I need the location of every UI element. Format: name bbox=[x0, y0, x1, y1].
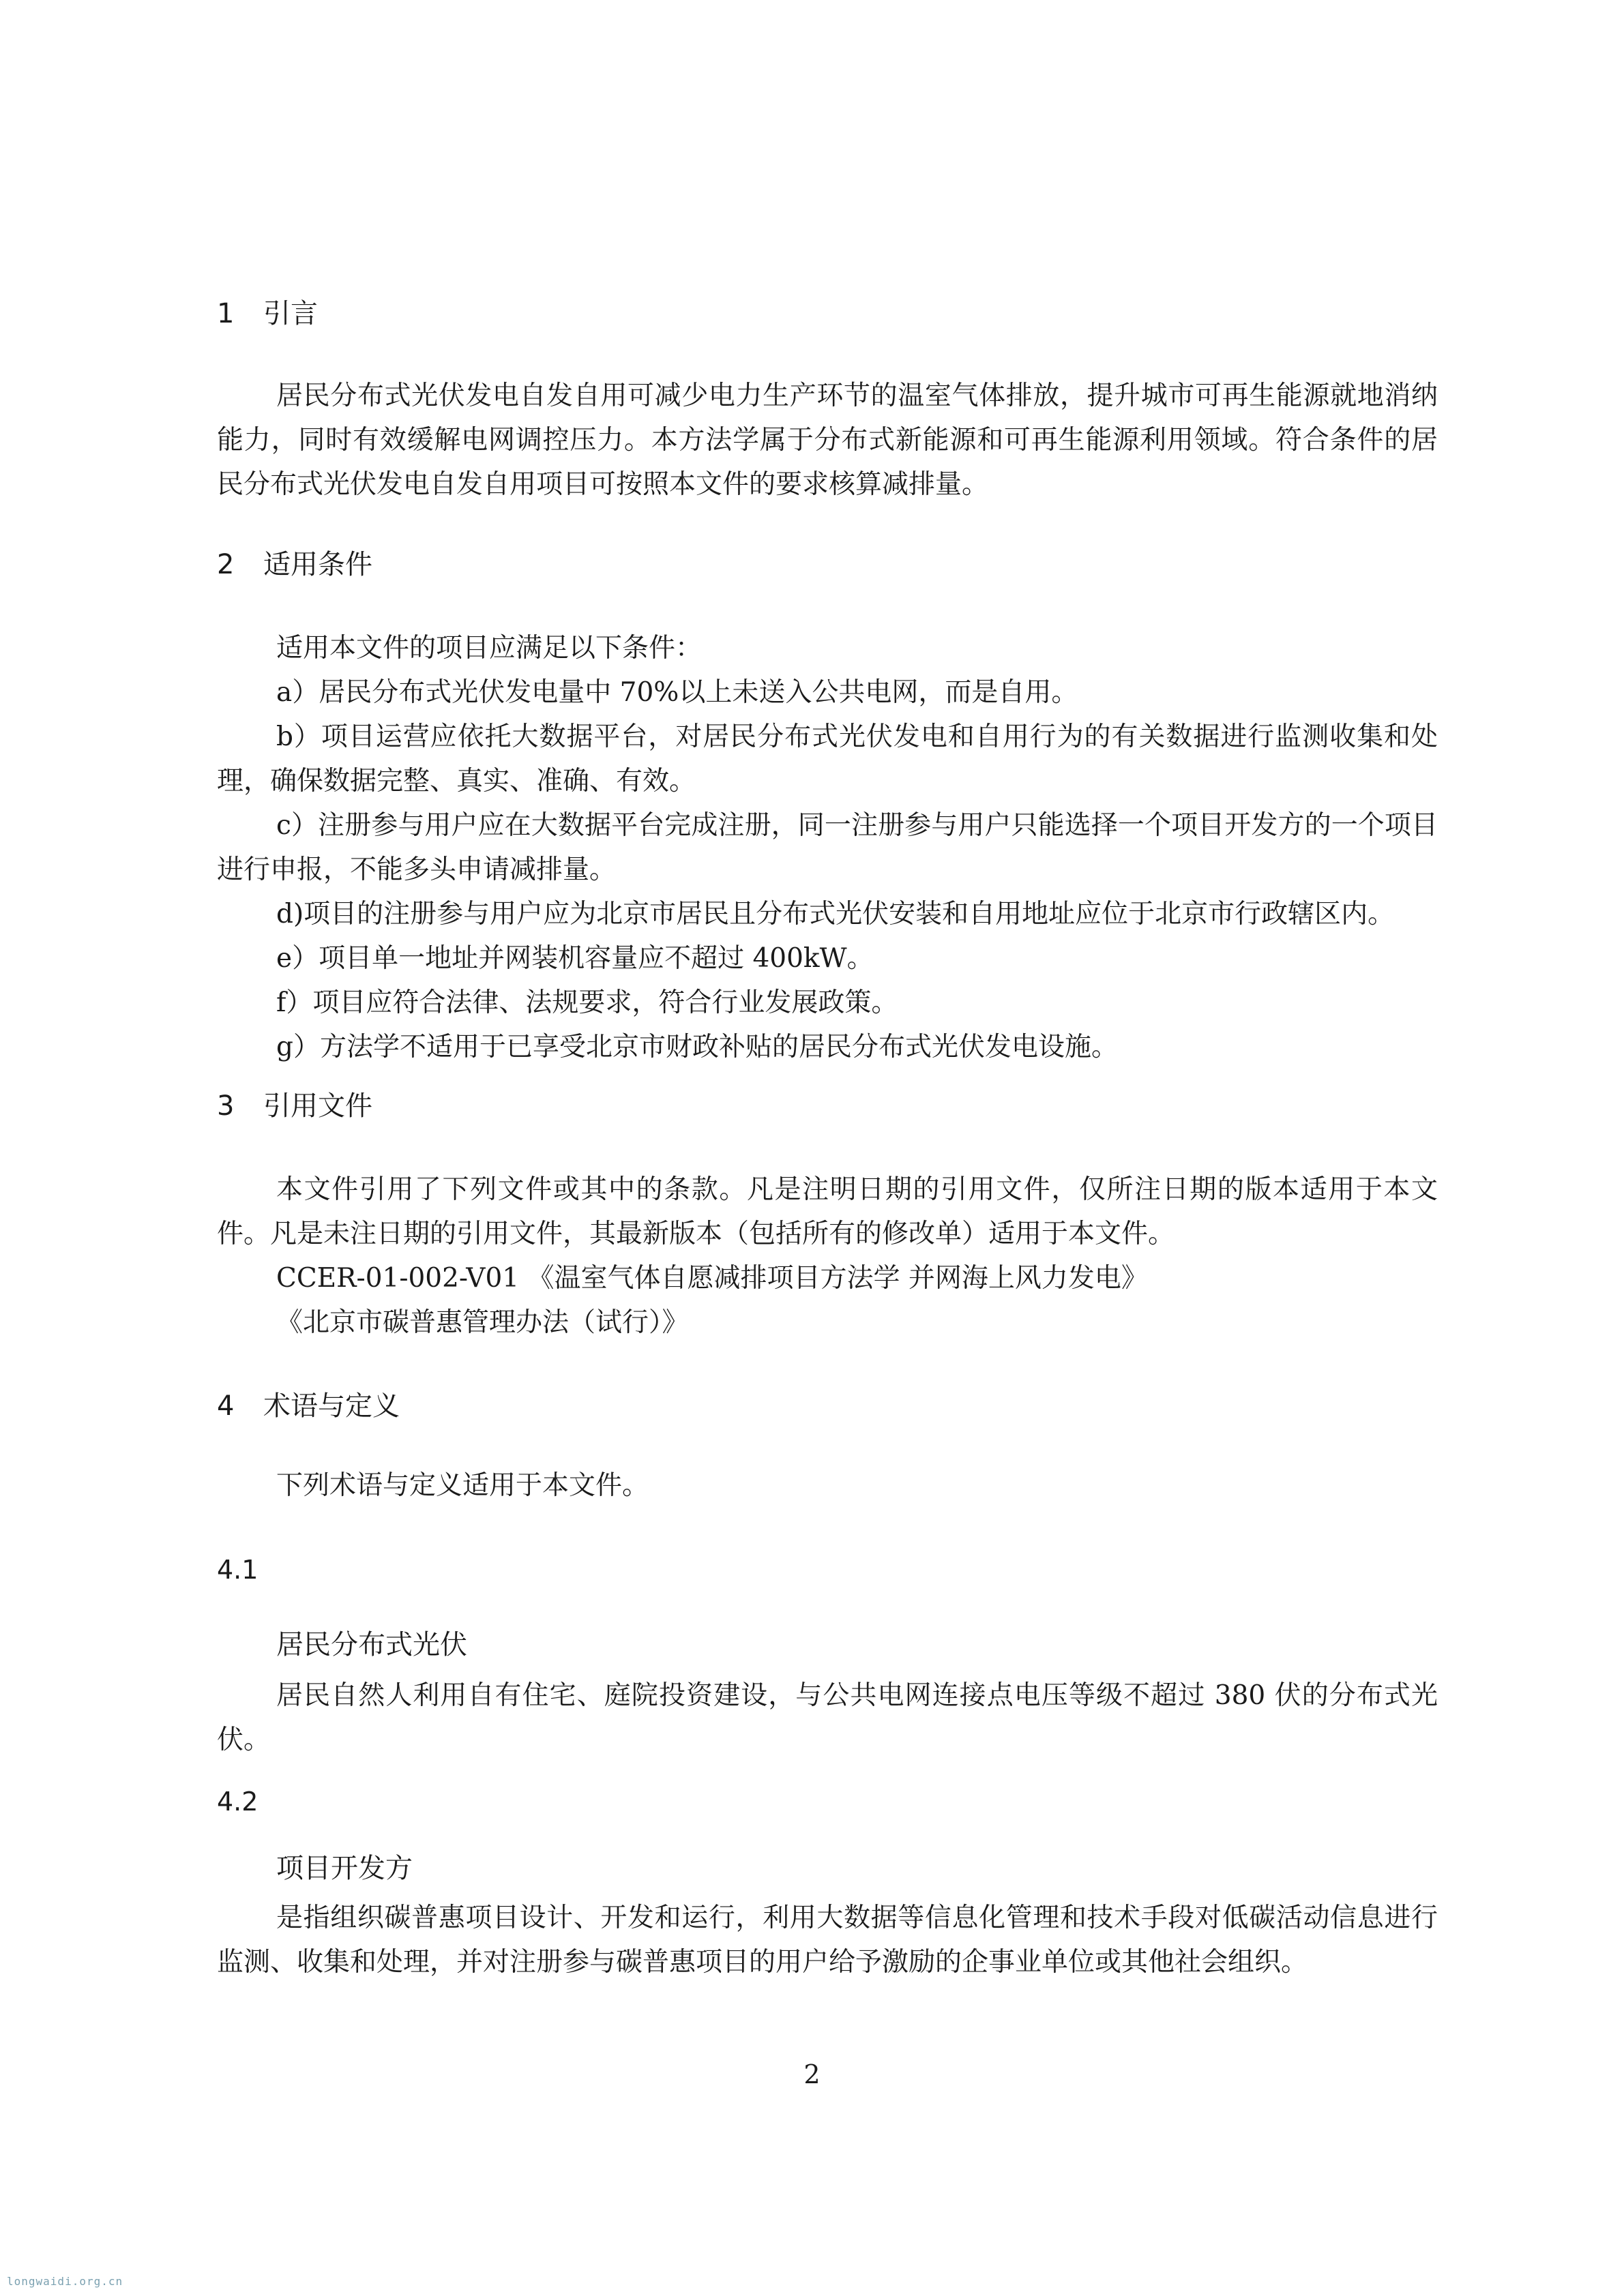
references-block bbox=[217, 1167, 1438, 1345]
condition-item-a: a）居民分布式光伏发电量中 70%以上未送入公共电网，而是自用。 bbox=[276, 677, 1078, 708]
term-definition-4-2: 是指组织碳普惠项目设计、开发和运行，利用大数据等信息化管理和技术手段对低碳活动信息进行监测、收集和处理，并对注册参与碳普惠项目的用户给予激励的企事业单位或其他社会组织。 bbox=[217, 1903, 1438, 1978]
section-number: 4 bbox=[217, 1390, 235, 1422]
section-title: 适用条件 bbox=[263, 549, 372, 580]
condition-item-e: e）项目单一地址并网装机容量应不超过 400kW。 bbox=[276, 943, 874, 974]
references-paragraph: 本文件引用了下列文件或其中的条款。凡是注明日期的引用文件，仅所注日期的版本适用于本文件。凡是未注日期的引用文件，其最新版本（包括所有的修改单）适用于本文件。 bbox=[217, 1174, 1438, 1249]
section-number: 1 bbox=[217, 298, 235, 329]
term-number-4-2: 4.2 bbox=[217, 1787, 259, 1817]
condition-item-d: d)项目的注册参与用户应为北京市居民且分布式光伏安装和自用地址应位于北京市行政辖区内。 bbox=[276, 899, 1395, 929]
section-number: 2 bbox=[217, 549, 235, 580]
term-definition-block-4-2 bbox=[217, 1896, 1438, 1984]
condition-item-f: f）项目应符合法律、法规要求，符合行业发展政策。 bbox=[276, 987, 898, 1018]
section-title: 引用文件 bbox=[263, 1090, 372, 1122]
section-heading-2 bbox=[217, 546, 372, 584]
term-number-4-1: 4.1 bbox=[217, 1555, 259, 1585]
term-definition-4-1: 居民自然人利用自有住宅、庭院投资建设，与公共电网连接点电压等级不超过 380 伏的分布式光伏。 bbox=[217, 1680, 1438, 1755]
section-heading-4 bbox=[217, 1387, 400, 1425]
terms-lead: 下列术语与定义适用于本文件。 bbox=[276, 1470, 649, 1501]
page-number: 2 bbox=[803, 2059, 821, 2089]
watermark: longwaidi.org.cn bbox=[7, 2275, 123, 2288]
intro-paragraph: 居民分布式光伏发电自发自用可减少电力生产环节的温室气体排放，提升城市可再生能源就地消纳能力，同时有效缓解电网调控压力。本方法学属于分布式新能源和可再生能源利用领域。符合条件的居民分布式光伏发电自发自用项目可按照本文件的要求核算减排量。 bbox=[217, 381, 1438, 500]
section-heading-3 bbox=[217, 1087, 372, 1125]
condition-item-b: b）项目运营应依托大数据平台，对居民分布式光伏发电和自用行为的有关数据进行监测收集和处理，确保数据完整、真实、准确、有效。 bbox=[217, 721, 1438, 796]
term-name-4-2: 项目开发方 bbox=[276, 1853, 413, 1884]
terms-lead-block bbox=[217, 1463, 1438, 1508]
section-heading-1 bbox=[217, 295, 318, 333]
intro-block bbox=[217, 374, 1438, 507]
reference-item-2: 《北京市碳普惠管理办法（试行）》 bbox=[276, 1307, 689, 1338]
term-definition-block-4-1 bbox=[217, 1673, 1438, 1762]
section-title: 术语与定义 bbox=[263, 1390, 400, 1422]
reference-item-1: CCER-01-002-V01 《温室气体自愿减排项目方法学 并网海上风力发电》 bbox=[276, 1263, 1148, 1294]
conditions-block bbox=[217, 626, 1438, 1069]
condition-item-g: g）方法学不适用于已享受北京市财政补贴的居民分布式光伏发电设施。 bbox=[276, 1032, 1118, 1062]
condition-item-c: c）注册参与用户应在大数据平台完成注册，同一注册参与用户只能选择一个项目开发方的一个项目进行申报，不能多头申请减排量。 bbox=[217, 810, 1438, 885]
section-title: 引言 bbox=[263, 298, 318, 329]
conditions-lead: 适用本文件的项目应满足以下条件： bbox=[276, 633, 703, 664]
section-number: 3 bbox=[217, 1090, 235, 1122]
term-name-4-1: 居民分布式光伏 bbox=[276, 1629, 467, 1660]
